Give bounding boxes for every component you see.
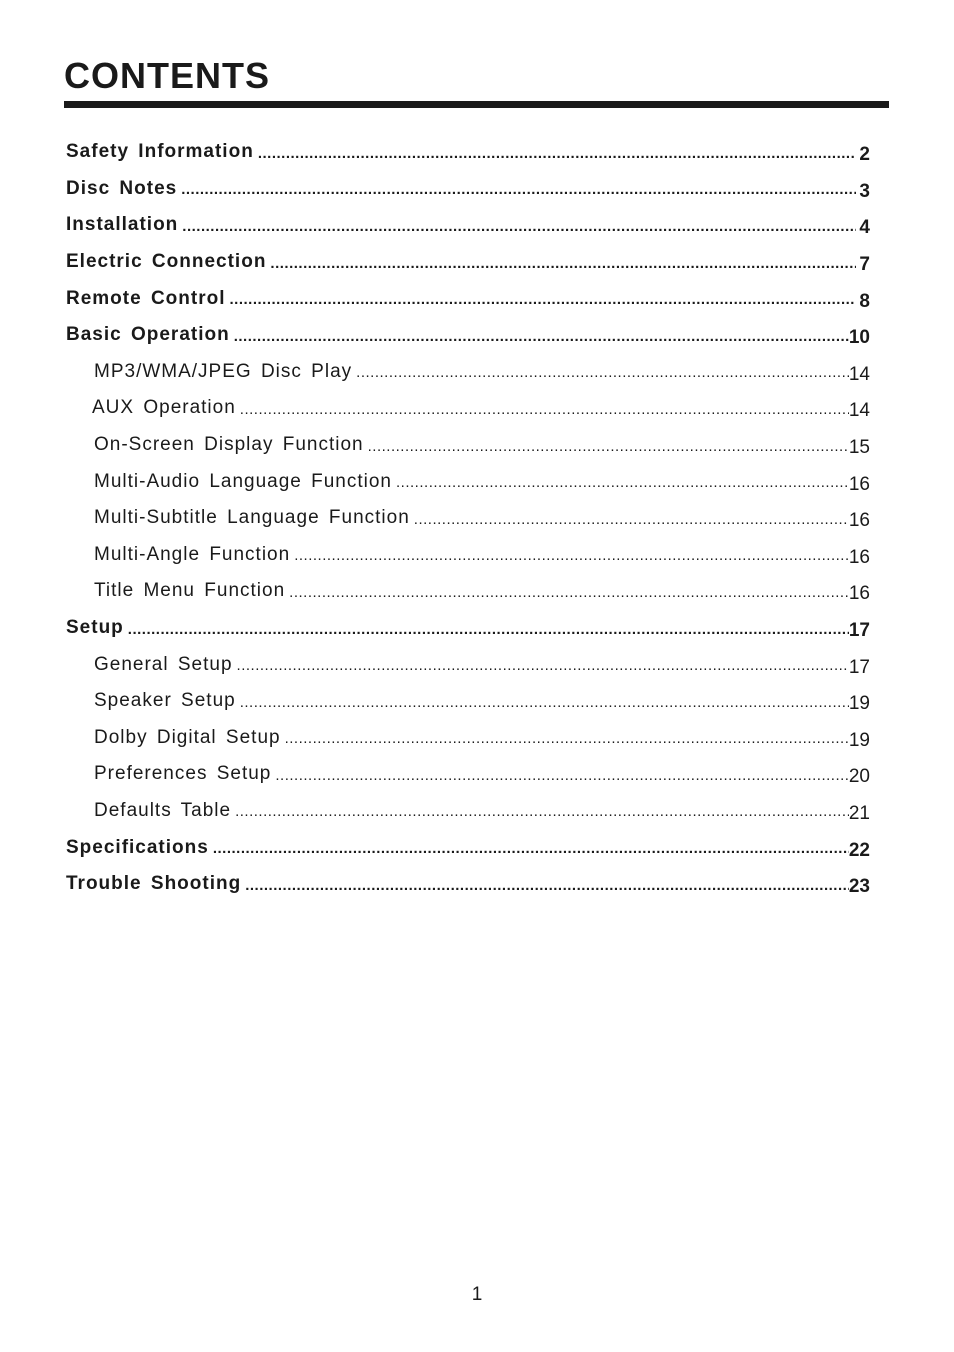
toc-subentry[interactable] (0, 354, 954, 391)
toc-entry[interactable] (0, 207, 954, 244)
toc-entry-label: Specifications (66, 836, 209, 858)
page-title: CONTENTS (64, 55, 270, 96)
toc-entry-label: On-Screen Display Function (94, 434, 364, 456)
toc-leader-dots (235, 804, 849, 819)
toc-entry-page: 22 (848, 839, 870, 861)
toc-entry[interactable] (0, 280, 954, 317)
title-rule (64, 101, 889, 108)
toc-entry[interactable] (0, 171, 954, 208)
toc-subentry[interactable] (0, 573, 954, 610)
toc-entry-page: 16 (848, 510, 870, 532)
toc-subentry[interactable] (0, 720, 954, 757)
toc-leader-dots (396, 475, 849, 490)
toc-entry-label: Title Menu Function (94, 580, 286, 602)
toc-entry-page: 17 (848, 620, 870, 642)
toc-entry-page: 15 (848, 437, 870, 459)
toc-entry[interactable] (0, 317, 954, 354)
table-of-contents (0, 134, 954, 902)
toc-leader-dots (414, 512, 849, 527)
toc-entry-label: Remote Control (66, 287, 226, 309)
toc-entry-page: 19 (848, 729, 870, 751)
toc-leader-dots (258, 146, 856, 161)
toc-leader-dots (213, 841, 849, 856)
toc-entry-page: 14 (848, 363, 870, 385)
toc-entry-page: 7 (859, 254, 870, 276)
toc-subentry[interactable] (0, 646, 954, 683)
toc-subentry[interactable] (0, 427, 954, 464)
toc-subentry[interactable] (0, 500, 954, 537)
toc-entry-page: 2 (859, 144, 870, 166)
toc-entry-label: Electric Connection (66, 251, 267, 273)
toc-leader-dots (237, 658, 849, 673)
toc-entry[interactable] (0, 866, 954, 903)
toc-entry-label: Speaker Setup (94, 690, 236, 712)
toc-entry-label: Preferences Setup (94, 763, 272, 785)
toc-entry-page: 20 (848, 766, 870, 788)
toc-entry-label: Dolby Digital Setup (94, 726, 281, 748)
toc-subentry[interactable] (0, 463, 954, 500)
toc-entry[interactable] (0, 244, 954, 281)
toc-entry-page: 4 (859, 217, 870, 239)
toc-entry-label: Basic Operation (66, 324, 230, 346)
toc-entry-page: 16 (848, 473, 870, 495)
toc-leader-dots (285, 731, 849, 746)
toc-leader-dots (182, 219, 856, 234)
toc-leader-dots (245, 878, 849, 893)
toc-subentry[interactable] (0, 683, 954, 720)
toc-leader-dots (275, 768, 848, 783)
toc-entry[interactable] (0, 610, 954, 647)
toc-entry-label: Setup (66, 617, 124, 639)
toc-entry-label: Multi-Subtitle Language Function (94, 507, 410, 529)
toc-entry-label: Trouble Shooting (66, 873, 242, 895)
toc-entry-page: 16 (848, 546, 870, 568)
toc-entry-page: 23 (848, 876, 870, 898)
toc-entry-label: MP3/WMA/JPEG Disc Play (94, 360, 353, 382)
toc-entry-label: Disc Notes (66, 177, 178, 199)
toc-leader-dots (230, 292, 857, 307)
toc-subentry[interactable] (0, 793, 954, 830)
toc-subentry[interactable] (0, 537, 954, 574)
toc-leader-dots (240, 695, 849, 710)
toc-entry-label: General Setup (94, 653, 233, 675)
toc-leader-dots (234, 329, 849, 344)
toc-subentry[interactable] (0, 756, 954, 793)
toc-entry-label: Defaults Table (94, 799, 232, 821)
toc-leader-dots (356, 365, 849, 380)
toc-entry-page: 3 (859, 180, 870, 202)
toc-entry-page: 8 (859, 290, 870, 312)
toc-leader-dots (270, 256, 856, 271)
toc-entry-label: Safety Information (66, 141, 254, 163)
toc-entry[interactable] (0, 134, 954, 171)
toc-entry-page: 21 (848, 802, 870, 824)
toc-leader-dots (294, 548, 849, 563)
toc-leader-dots (289, 585, 849, 600)
toc-leader-dots (240, 402, 849, 417)
toc-leader-dots (368, 439, 849, 454)
page-number: 1 (471, 1284, 483, 1305)
toc-entry-page: 14 (848, 400, 870, 422)
toc-entry-page: 16 (848, 583, 870, 605)
toc-leader-dots (128, 622, 849, 637)
toc-entry[interactable] (0, 829, 954, 866)
toc-entry-label: Multi-Angle Function (94, 543, 291, 565)
toc-leader-dots (181, 182, 856, 197)
toc-entry-page: 17 (848, 656, 870, 678)
toc-entry-label: Installation (66, 214, 179, 236)
toc-entry-label: AUX Operation (92, 397, 236, 419)
toc-entry-label: Multi-Audio Language Function (94, 470, 393, 492)
toc-entry-page: 19 (848, 693, 870, 715)
toc-subentry[interactable] (0, 390, 954, 427)
toc-entry-page: 10 (848, 327, 870, 349)
